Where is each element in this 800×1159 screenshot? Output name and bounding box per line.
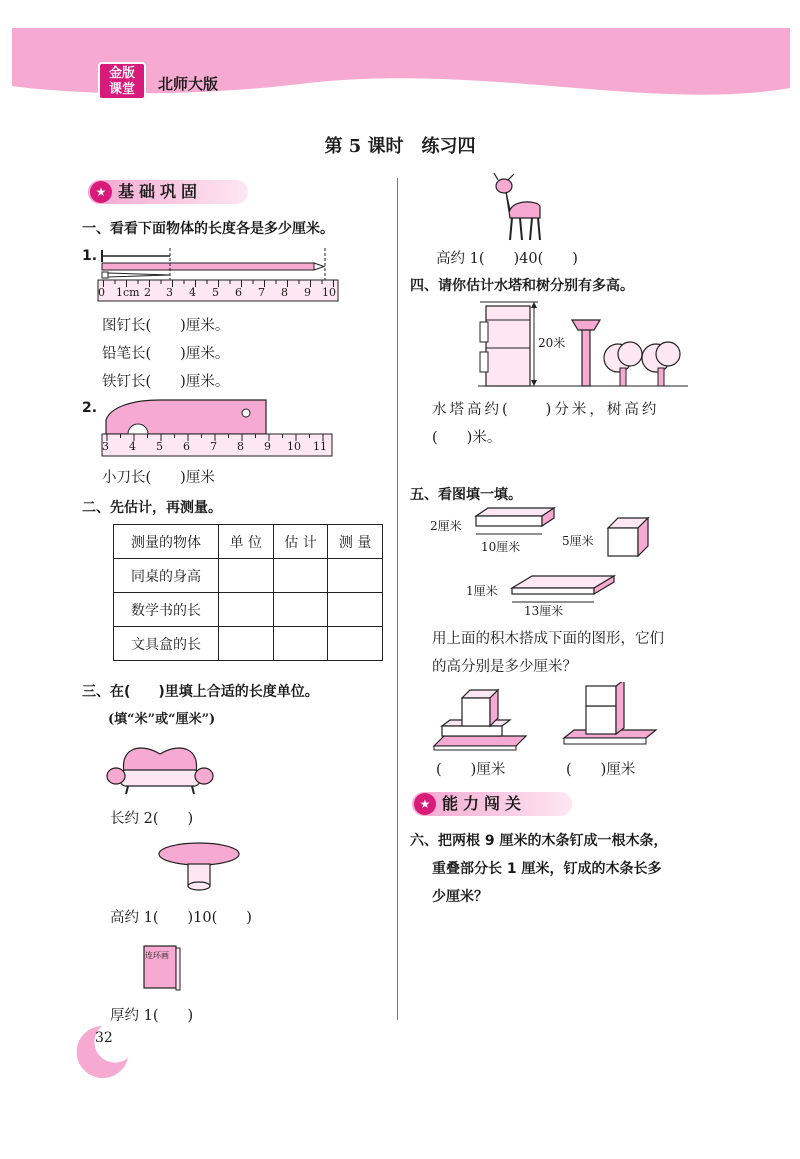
banner-text: 能力闯关 xyxy=(442,794,527,813)
table-row xyxy=(114,593,383,627)
table-cell[interactable] xyxy=(328,559,383,593)
ruler-2-tick-6: 9 xyxy=(264,440,271,453)
block-2-drawing xyxy=(508,572,618,606)
knife-answer-line: 小刀长( )厘米 xyxy=(102,470,215,486)
question-4-answer-2: ( )米。 xyxy=(432,430,502,446)
table-cell[interactable] xyxy=(219,627,274,661)
logo-text-1: 金版 xyxy=(108,66,135,81)
ruler-1-labels xyxy=(96,286,342,302)
ruler-1-tick-10: 10 xyxy=(322,286,336,299)
ruler-1-tick-5: 5 xyxy=(212,286,219,299)
table-cell[interactable] xyxy=(273,627,328,661)
section-banner-basic xyxy=(88,180,248,204)
ruler-2-labels xyxy=(100,440,336,456)
water-tower-height-label: 20米 xyxy=(538,336,566,350)
block-2-height-label: 1厘米 xyxy=(466,584,498,598)
table-header-cell: 单 位 xyxy=(219,525,274,559)
ruler-1-tick-2: 2 xyxy=(144,286,151,299)
ruler-1-tick-0: 0 xyxy=(98,286,105,299)
question-6-line-1: 六、把两根 9 厘米的木条钉成一根木条， xyxy=(410,833,668,849)
part-2-label: 2. xyxy=(82,400,98,416)
answer-line: 铁钉长( )厘米。 xyxy=(102,374,230,390)
cube-size-label: 5厘米 xyxy=(562,534,594,548)
nail-drawing xyxy=(102,272,170,278)
block-1-length-label: 10厘米 xyxy=(481,540,521,554)
answer-line: 铅笔长( )厘米。 xyxy=(102,346,230,362)
question-6-line-3: 少厘米？ xyxy=(432,889,488,905)
lesson-title: 第 5 课时 练习四 xyxy=(324,136,476,157)
table-cell[interactable] xyxy=(273,593,328,627)
answer-line: 图钉长( )厘米。 xyxy=(102,318,230,334)
table-answer-line: 高约 1( )10( ) xyxy=(110,910,252,926)
ruler-2-tick-2: 5 xyxy=(156,440,163,453)
table-row-label: 文具盒的长 xyxy=(114,627,219,661)
question-5-title: 五、看图填一填。 xyxy=(410,487,522,503)
table-row-label: 同桌的身高 xyxy=(114,559,219,593)
sofa-answer-line: 长约 2( ) xyxy=(110,811,194,827)
round-table-drawing xyxy=(156,840,242,896)
table-cell[interactable] xyxy=(273,559,328,593)
question-6-line-2: 重叠部分长 1 厘米，钉成的木条长多 xyxy=(432,861,662,877)
ruler-2-tick-3: 6 xyxy=(183,440,190,453)
block-2-length-label: 13厘米 xyxy=(524,604,564,618)
question-4-title: 四、请你估计水塔和树分别有多高。 xyxy=(410,278,634,294)
edition-label: 北师大版 xyxy=(158,75,219,93)
column-divider xyxy=(397,178,398,1020)
deer-drawing xyxy=(488,172,552,244)
cube-drawing xyxy=(604,516,654,558)
ruler-1-tick-3: 3 xyxy=(166,286,173,299)
ruler-1-tick-9: 9 xyxy=(304,286,311,299)
table-header-cell: 测量的物体 xyxy=(114,525,219,559)
question-3-title: 三、在( )里填上合适的长度单位。 xyxy=(82,684,319,700)
question-3-note: (填“米”或“厘米”) xyxy=(108,712,216,727)
ruler-1-tick-8: 8 xyxy=(281,286,288,299)
ruler-1-tick-4: 4 xyxy=(189,286,196,299)
stack-figure-2 xyxy=(560,682,660,754)
star-icon: ★ xyxy=(414,793,436,815)
star-icon: ★ xyxy=(90,181,112,203)
stack-2-answer: ( )厘米 xyxy=(566,762,636,778)
book-cover-text: 连环画 xyxy=(145,951,169,960)
question-2-title: 二、先估计，再测量。 xyxy=(82,500,222,516)
ruler-1-tick-6: 6 xyxy=(235,286,242,299)
table-cell[interactable] xyxy=(219,559,274,593)
brand-logo xyxy=(98,62,146,100)
part-1-label: 1. xyxy=(82,248,98,264)
ruler-2-tick-0: 3 xyxy=(102,440,109,453)
deer-answer-line: 高约 1( )40( ) xyxy=(436,251,578,267)
table-cell[interactable] xyxy=(328,627,383,661)
question-5-prompt-1: 用上面的积木搭成下面的图形，它们 xyxy=(432,631,664,647)
measurement-table xyxy=(113,524,383,661)
book-answer-line: 厚约 1( ) xyxy=(110,1008,194,1024)
table-cell[interactable] xyxy=(328,593,383,627)
section-banner-challenge xyxy=(412,792,572,816)
table-header-cell: 测 量 xyxy=(328,525,383,559)
sofa-drawing xyxy=(106,738,214,800)
table-row xyxy=(114,627,383,661)
ruler-2-tick-1: 4 xyxy=(129,440,136,453)
banner-text: 基础巩固 xyxy=(118,182,203,201)
table-header-row xyxy=(114,525,383,559)
table-row xyxy=(114,559,383,593)
ruler-2-tick-8: 11 xyxy=(313,440,327,453)
stack-1-answer: ( )厘米 xyxy=(436,762,506,778)
ruler-1-tick-1: 1cm xyxy=(116,286,140,299)
table-cell[interactable] xyxy=(219,593,274,627)
stack-figure-1 xyxy=(430,682,530,754)
logo-text-2: 课堂 xyxy=(108,82,135,97)
ruler-1-tick-7: 7 xyxy=(258,286,265,299)
ruler-2-tick-7: 10 xyxy=(287,440,301,453)
ruler-2-tick-5: 8 xyxy=(237,440,244,453)
question-4-answer-1: 水塔高约( )分米，树高约 xyxy=(432,402,660,418)
table-row-label: 数学书的长 xyxy=(114,593,219,627)
ruler-2-tick-4: 7 xyxy=(210,440,217,453)
pencil-drawing xyxy=(102,263,324,270)
table-header-cell: 估 计 xyxy=(273,525,328,559)
page-number: 32 xyxy=(95,1030,113,1046)
question-1-title: 一、看看下面物体的长度各是多少厘米。 xyxy=(82,221,334,237)
pin-drawing xyxy=(102,250,170,262)
water-tower-figure xyxy=(478,298,690,390)
question-5-prompt-2: 的高分别是多少厘米？ xyxy=(432,659,577,675)
block-1-height-label: 2厘米 xyxy=(430,519,462,533)
